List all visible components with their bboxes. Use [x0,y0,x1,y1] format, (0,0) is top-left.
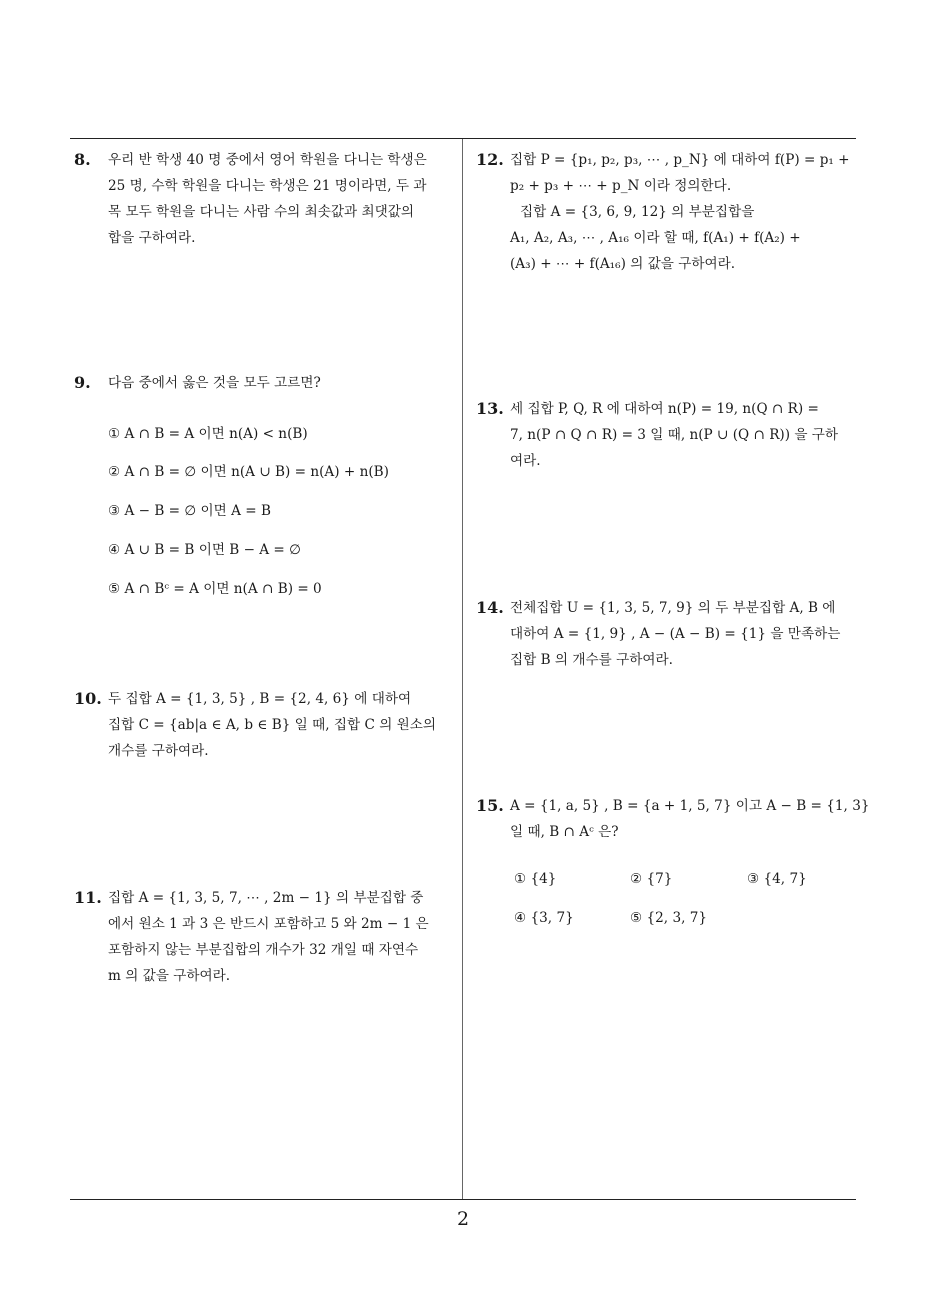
question-number: 9. [74,373,91,392]
answer-option-2[interactable]: ② A ∩ B = ∅ 이면 n(A ∪ B) = n(A) + n(B) [108,464,389,480]
question-12 [476,147,860,277]
question-number: 8. [74,150,91,169]
question-text-line: 집합 P = {p₁, p₂, p₃, ⋯ , p_N} 에 대하여 f(P) = p₁ + [510,152,850,168]
question-text-line: (A₃) + ⋯ + f(A₁₆) 의 값을 구하여라. [510,256,736,272]
column-divider [462,139,463,1199]
question-text-line: 여라. [510,453,541,469]
question-text-line: A = {1, a, 5} , B = {a + 1, 5, 7} 이고 A − B = {1, 3} [510,798,870,814]
question-text-line: 25 명, 수학 학원을 다니는 학생은 21 명이라면, 두 과 [108,178,427,194]
question-text-line: 합을 구하여라. [108,230,196,246]
question-text-line: 개수를 구하여라. [108,743,209,759]
question-text-line: 대하여 A = {1, 9} , A − (A − B) = {1} 을 만족하는 [510,626,841,642]
question-number: 10. [74,689,102,708]
answer-option-1[interactable]: ① {4} [514,871,557,887]
question-text-line: 포함하지 않는 부분집합의 개수가 32 개일 때 자연수 [108,942,419,958]
question-text-line: 7, n(P ∩ Q ∩ R) = 3 일 때, n(P ∪ (Q ∩ R)) 을 구하 [510,427,839,443]
answer-option-5[interactable]: ⑤ {2, 3, 7} [630,910,708,926]
question-text-line: 세 집합 P, Q, R 에 대하여 n(P) = 19, n(Q ∩ R) = [510,401,819,417]
question-text-line: 전체집합 U = {1, 3, 5, 7, 9} 의 두 부분집합 A, B 에 [510,600,836,616]
question-text-line: 우리 반 학생 40 명 중에서 영어 학원을 다니는 학생은 [108,152,427,168]
question-stem: 다음 중에서 옳은 것을 모두 고르면? [108,375,321,391]
question-9 [74,370,460,396]
question-text-line: 집합 A = {3, 6, 9, 12} 의 부분집합을 [520,204,755,220]
page-number: 2 [456,1208,470,1230]
question-10 [74,686,460,764]
answer-option-2[interactable]: ② {7} [630,871,673,887]
question-number: 14. [476,598,504,617]
question-number: 15. [476,796,504,815]
answer-option-3[interactable]: ③ A − B = ∅ 이면 A = B [108,503,271,519]
question-number: 11. [74,888,102,907]
question-13 [476,396,860,474]
question-number: 13. [476,399,504,418]
question-text-line: 집합 B 의 개수를 구하여라. [510,652,673,668]
bottom-rule [70,1199,856,1200]
question-text-line: 일 때, B ∩ Aᶜ 은? [510,824,619,840]
question-text-line: 에서 원소 1 과 3 은 반드시 포함하고 5 와 2m − 1 은 [108,916,429,932]
question-text-line: 목 모두 학원을 다니는 사람 수의 최솟값과 최댓값의 [108,204,415,220]
question-text-line: m 의 값을 구하여라. [108,968,231,984]
answer-option-3[interactable]: ③ {4, 7} [747,871,807,887]
question-text-line: A₁, A₂, A₃, ⋯ , A₁₆ 이라 할 때, f(A₁) + f(A₂) + [510,230,801,246]
question-text-line: 두 집합 A = {1, 3, 5} , B = {2, 4, 6} 에 대하여 [108,691,412,707]
question-number: 12. [476,150,504,169]
answer-option-4[interactable]: ④ {3, 7} [514,910,574,926]
question-11 [74,885,460,989]
answer-option-5[interactable]: ⑤ A ∩ Bᶜ = A 이면 n(A ∩ B) = 0 [108,581,322,597]
question-14 [476,595,860,673]
top-rule [70,138,856,139]
question-text-line: 집합 C = {ab|a ∈ A, b ∈ B} 일 때, 집합 C 의 원소의 [108,717,437,733]
question-text-line: p₂ + p₃ + ⋯ + p_N 이라 정의한다. [510,178,732,194]
answer-option-4[interactable]: ④ A ∪ B = B 이면 B − A = ∅ [108,542,301,558]
question-15 [476,793,870,845]
question-text-line: 집합 A = {1, 3, 5, 7, ⋯ , 2m − 1} 의 부분집합 중 [108,890,424,906]
question-8 [74,147,460,251]
answer-option-1[interactable]: ① A ∩ B = A 이면 n(A) < n(B) [108,426,308,442]
